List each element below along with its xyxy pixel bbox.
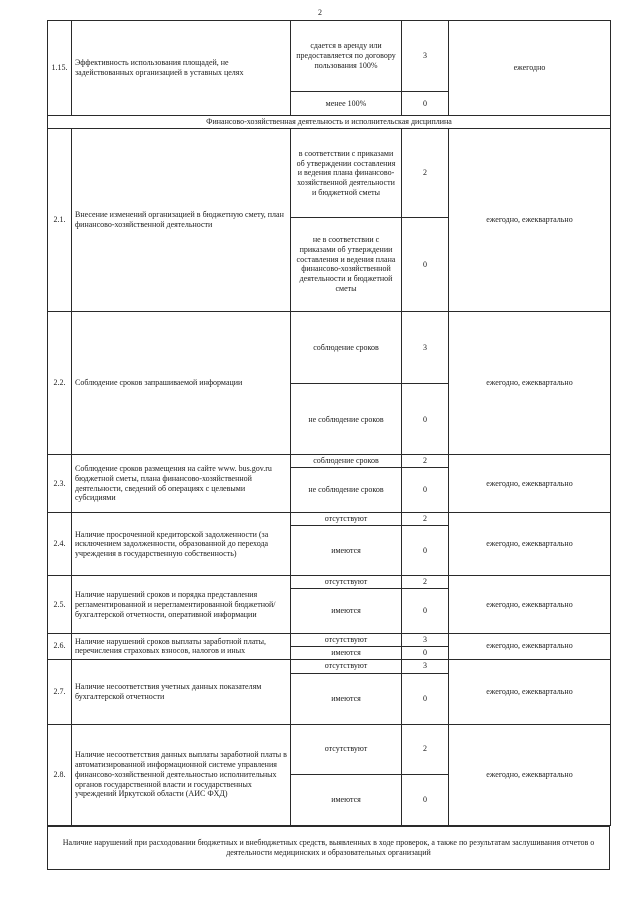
row-number: 2.4.	[48, 512, 72, 576]
score-cell: 2	[402, 129, 449, 218]
condition-cell: не соблюдение сроков	[291, 384, 402, 455]
criterion-name: Наличие несоответствия данных выплаты заработной платы в автоматизированной информационной системе управления финансово-хозяйственной деятельностью исполнительных органов государственной власти и государственных учреждений Иркутской области (АИС ФХД)	[72, 724, 291, 825]
score-cell: 3	[402, 21, 449, 92]
condition-cell: имеются	[291, 775, 402, 826]
table-row	[48, 129, 611, 218]
row-number: 2.3.	[48, 455, 72, 512]
score-cell: 2	[402, 455, 449, 468]
condition-cell: отсутствуют	[291, 659, 402, 673]
period-cell: ежегодно, ежеквартально	[449, 724, 611, 825]
row-number: 2.5.	[48, 576, 72, 633]
condition-cell: соблюдение сроков	[291, 311, 402, 384]
footer-note-text: Наличие нарушений при расходовании бюджетных и внебюджетных средств, выявленных в ходе проверок, а также по результатам заслушивания отчетов о деятельности медицинских и образовательных организаций	[62, 837, 595, 857]
row-number: 2.6.	[48, 633, 72, 659]
score-cell: 0	[402, 589, 449, 634]
period-cell: ежегодно	[449, 21, 611, 116]
condition-cell: имеются	[291, 589, 402, 634]
section-header-row	[48, 116, 611, 129]
table-row	[48, 659, 611, 673]
period-cell: ежегодно, ежеквартально	[449, 576, 611, 633]
score-cell: 2	[402, 512, 449, 525]
row-number: 2.2.	[48, 311, 72, 455]
row-number: 1.15.	[48, 21, 72, 116]
score-cell: 0	[402, 468, 449, 513]
condition-cell: в соответствии с приказами об утверждении составления и ведения плана финансово-хозяйственной деятельности и бюджетной сметы	[291, 129, 402, 218]
period-cell: ежегодно, ежеквартально	[449, 455, 611, 512]
criterion-name: Наличие просроченной кредиторской задолженности (за исключением задолженности, образованной до перехода учреждения в государственную собственность)	[72, 512, 291, 576]
score-cell: 0	[402, 646, 449, 659]
condition-cell: имеются	[291, 525, 402, 576]
criterion-name: Соблюдение сроков размещения на сайте www. bus.gov.ru бюджетной сметы, плана финансово-хозяйственной деятельности, сведений об операциях с целевыми субсидиями	[72, 455, 291, 512]
period-cell: ежегодно, ежеквартально	[449, 659, 611, 724]
table-row	[48, 21, 611, 92]
score-cell: 0	[402, 525, 449, 576]
score-cell: 2	[402, 576, 449, 589]
table-row	[48, 512, 611, 525]
period-cell: ежегодно, ежеквартально	[449, 311, 611, 455]
section-header: Финансово-хозяйственная деятельность и исполнительская дисциплина	[48, 116, 611, 129]
condition-cell: соблюдение сроков	[291, 455, 402, 468]
period-cell: ежегодно, ежеквартально	[449, 633, 611, 659]
score-cell: 2	[402, 724, 449, 775]
row-number: 2.7.	[48, 659, 72, 724]
criterion-name: Соблюдение сроков запрашиваемой информации	[72, 311, 291, 455]
row-number: 2.1.	[48, 129, 72, 311]
footer-note	[47, 826, 610, 870]
table-row	[48, 311, 611, 384]
period-cell: ежегодно, ежеквартально	[449, 129, 611, 311]
score-cell: 0	[402, 218, 449, 311]
condition-cell: отсутствуют	[291, 512, 402, 525]
criterion-name: Внесение изменений организацией в бюджетную смету, план финансово-хозяйственной деятельности	[72, 129, 291, 311]
table-row	[48, 633, 611, 646]
condition-cell: не в соответствии с приказами об утверждении составления и ведения плана финансово-хозяйственной деятельности и бюджетной сметы	[291, 218, 402, 311]
condition-cell: отсутствуют	[291, 724, 402, 775]
condition-cell: не соблюдение сроков	[291, 468, 402, 513]
table-row	[48, 724, 611, 775]
criterion-name: Наличие несоответствия учетных данных показателям бухгалтерской отчетности	[72, 659, 291, 724]
page-number: 2	[318, 8, 322, 17]
score-cell: 0	[402, 384, 449, 455]
score-cell: 0	[402, 775, 449, 826]
score-cell: 3	[402, 633, 449, 646]
criterion-name: Наличие нарушений сроков и порядка представления регламентированной и нерегламентированной бюджетной/бухгалтерской отчетности, оперативной информации	[72, 576, 291, 633]
criterion-name: Эффективность использования площадей, не задействованных организацией в уставных целях	[72, 21, 291, 116]
condition-cell: отсутствуют	[291, 576, 402, 589]
score-cell: 3	[402, 311, 449, 384]
period-cell: ежегодно, ежеквартально	[449, 512, 611, 576]
score-cell: 3	[402, 659, 449, 673]
table-row	[48, 455, 611, 468]
score-cell: 0	[402, 91, 449, 115]
condition-cell: менее 100%	[291, 91, 402, 115]
row-number: 2.8.	[48, 724, 72, 825]
table-row	[48, 576, 611, 589]
criterion-name: Наличие нарушений сроков выплаты заработной платы, перечисления страховых взносов, налогов и иных	[72, 633, 291, 659]
condition-cell: сдается в аренду или предоставляется по договору пользования 100%	[291, 21, 402, 92]
condition-cell: имеются	[291, 646, 402, 659]
score-cell: 0	[402, 673, 449, 724]
condition-cell: отсутствуют	[291, 633, 402, 646]
condition-cell: имеются	[291, 673, 402, 724]
criteria-table	[47, 20, 611, 826]
